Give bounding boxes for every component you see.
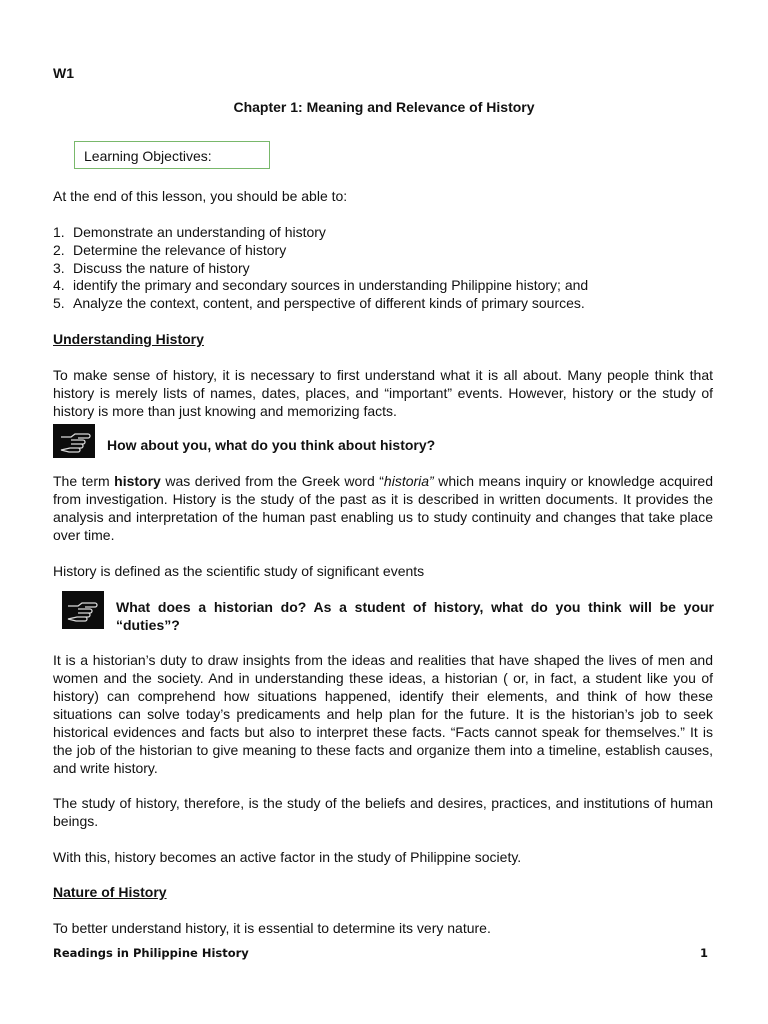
learning-objectives-label: Learning Objectives: [84,148,212,164]
paragraph: To make sense of history, it is necessary to first understand what it is all about. Many people think that history is merely lists of names, dates, places, and “important” events. However, history or the study of history is more than just knowing and memorizing facts. [53,367,713,419]
list-item: 1. Demonstrate an understanding of history [53,224,326,240]
list-item: 2. Determine the relevance of history [53,242,287,258]
section-heading-nature: Nature of History [53,884,167,900]
pointing-hand-icon [53,424,95,458]
page-number: 1 [700,946,709,960]
pointing-hand-icon [62,591,104,629]
paragraph: To better understand history, it is essential to determine its very nature. [53,920,491,936]
section-heading-understanding: Understanding History [53,331,204,347]
prompt-question-2: What does a historian do? As a student of history, what do you think will be your “duties”? [116,599,714,633]
paragraph: History is defined as the scientific study of significant events [53,563,425,579]
learning-objectives-box [74,141,270,169]
paragraph: The study of history, therefore, is the study of the beliefs and desires, practices, and institutions of human beings. [53,795,713,829]
week-label: W1 [53,65,74,81]
paragraph: It is a historian’s duty to draw insights from the ideas and realities that have shaped the lives of men and women and the society. And in understanding these ideas, a historian ( or, in fact, a student like you of history) can comprehend how situations happened, identify their elements, and think of how these situations can solve today’s predicaments and help plan for the future. It is the historian’s job to seek historical evidences and facts but also to interpret these facts. “Facts cannot speak for themselves.” It is the job of the historian to give meaning to these facts and organize them into a timeline, establish causes, and write history. [53,652,713,776]
list-item: 5. Analyze the context, content, and perspective of different kinds of primary sources. [53,295,585,311]
paragraph: The term history was derived from the Greek word “historia” which means inquiry or knowledge acquired from investigation. History is the study of the past as it is described in written documents. It provides the analysis and interpretation of the human past enabling us to study continuity and changes that take place over time. [53,473,713,543]
chapter-title: Chapter 1: Meaning and Relevance of History [233,99,535,115]
list-item: 3. Discuss the nature of history [53,260,250,276]
paragraph: With this, history becomes an active factor in the study of Philippine society. [53,849,522,865]
list-item: 4. identify the primary and secondary sources in understanding Philippine history; and [53,277,589,293]
objectives-intro: At the end of this lesson, you should be able to: [53,188,348,204]
prompt-question-1: How about you, what do you think about history? [107,437,436,453]
footer-course-title: Readings in Philippine History [53,946,249,960]
